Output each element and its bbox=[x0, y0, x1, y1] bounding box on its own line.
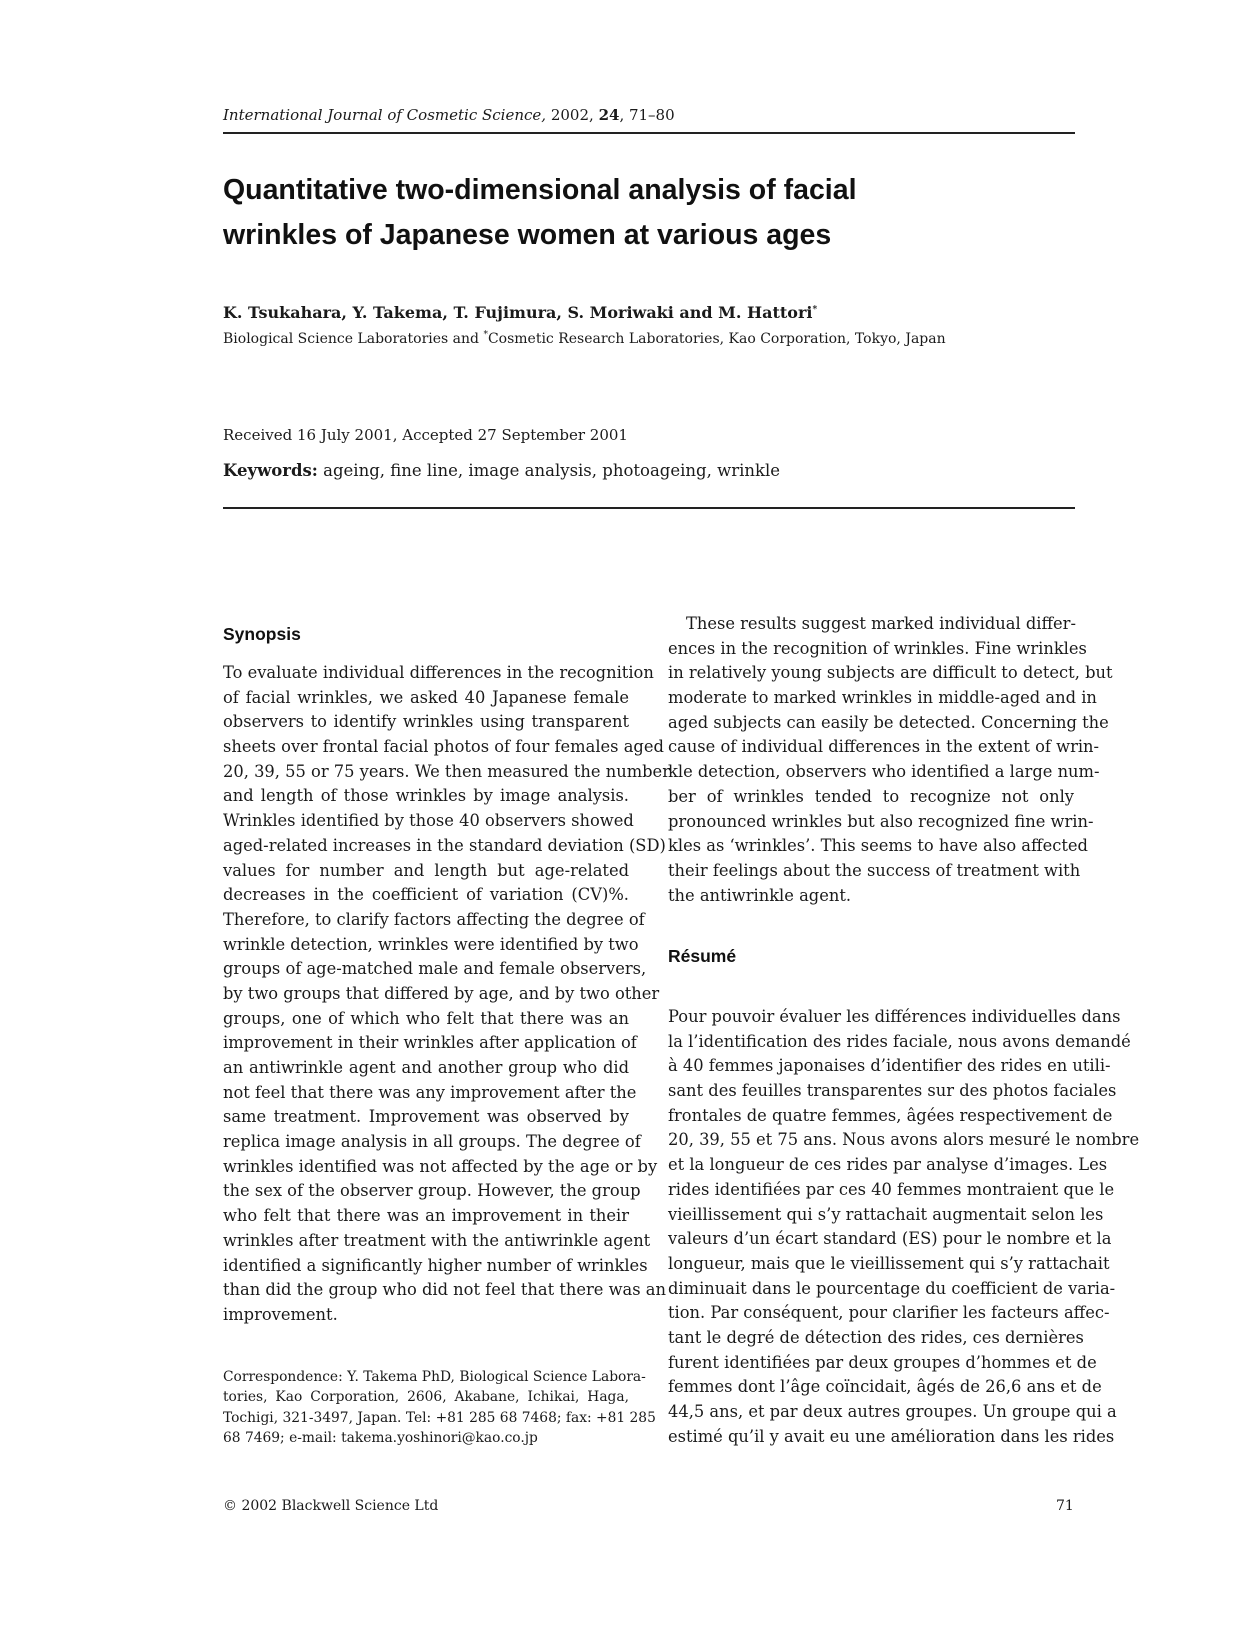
keywords-label: Keywords: bbox=[223, 461, 318, 480]
text-line: sheets over frontal facial photos of four females aged bbox=[223, 737, 664, 757]
text-line: 20, 39, 55 or 75 years. We then measured the number bbox=[223, 761, 670, 781]
journal-name: International Journal of Cosmetic Science, bbox=[223, 106, 547, 124]
text-line: an antiwrinkle agent and another group who did bbox=[223, 1058, 629, 1077]
text-line: wrinkles after treatment with the antiwrinkle agent bbox=[223, 1230, 651, 1250]
text-line: Wrinkles identified by those 40 observers showed bbox=[223, 811, 634, 831]
text-line: moderate to marked wrinkles in middle-aged and in bbox=[668, 688, 1097, 708]
text-line: Pour pouvoir évaluer les différences individuelles dans bbox=[668, 1007, 1121, 1026]
text-line: by two groups that differed by age, and by two other bbox=[223, 983, 660, 1003]
journal-volume: 24 bbox=[598, 106, 620, 124]
title-line: wrinkles of Japanese women at various ages bbox=[223, 219, 832, 251]
affiliation-part-1: Biological Science Laboratories and bbox=[223, 331, 484, 347]
text-line: Tochigi, 321-3497, Japan. Tel: +81 285 68 7468; fax: +81 285 bbox=[223, 1409, 656, 1426]
author-footnote-mark: * bbox=[812, 305, 818, 315]
resume-heading: Résumé bbox=[668, 946, 737, 966]
header-rule bbox=[223, 132, 1075, 134]
copyright: © 2002 Blackwell Science Ltd bbox=[223, 1498, 439, 1514]
text-line: of facial wrinkles, we asked 40 Japanese female bbox=[223, 687, 629, 707]
text-line: Correspondence: Y. Takema PhD, Biological Science Labora- bbox=[223, 1369, 646, 1385]
text-line: à 40 femmes japonaises d’identifier des rides en utili- bbox=[668, 1056, 1111, 1076]
text-line: aged-related increases in the standard deviation (SD) bbox=[223, 835, 666, 855]
journal-year: 2002, bbox=[550, 106, 594, 124]
text-line: longueur, mais que le vieillissement qui s’y rattachait bbox=[668, 1253, 1110, 1273]
text-line: pronounced wrinkles but also recognized fine wrin- bbox=[668, 811, 1094, 831]
text-line: identified a significantly higher number of wrinkles bbox=[223, 1255, 648, 1275]
text-line: not feel that there was any improvement after the bbox=[223, 1082, 637, 1102]
affiliation-footnote-mark: * bbox=[483, 330, 488, 340]
text-line: than did the group who did not feel that there was an bbox=[223, 1280, 666, 1300]
text-line: et la longueur de ces rides par analyse d’images. Les bbox=[668, 1155, 1108, 1175]
text-line: the antiwrinkle agent. bbox=[668, 885, 852, 905]
text-line: These results suggest marked individual differ- bbox=[686, 614, 1076, 633]
text-line: and length of those wrinkles by image analysis. bbox=[223, 786, 629, 806]
text-line: estimé qu’il y avait eu une amélioration dans les rides bbox=[668, 1426, 1115, 1446]
text-line: ences in the recognition of wrinkles. Fine wrinkles bbox=[668, 638, 1087, 658]
text-line: wrinkle detection, wrinkles were identified by two bbox=[223, 934, 639, 954]
text-line: 20, 39, 55 et 75 ans. Nous avons alors mesuré le nombre bbox=[668, 1130, 1140, 1150]
text-line: rides identifiées par ces 40 femmes montraient que le bbox=[668, 1179, 1115, 1199]
text-line: Therefore, to clarify factors affecting the degree of bbox=[223, 909, 645, 929]
text-line: kle detection, observers who identified a large num- bbox=[668, 762, 1100, 782]
text-line: la l’identification des rides faciale, nous avons demandé bbox=[668, 1031, 1131, 1051]
affiliation-part-2: Cosmetic Research Laboratories, Kao Corporation, Tokyo, Japan bbox=[487, 331, 946, 347]
title-line: Quantitative two-dimensional analysis of facial bbox=[223, 174, 857, 206]
text-line: femmes dont l’âge coïncidait, âgés de 26,6 ans et de bbox=[668, 1377, 1102, 1397]
text-line: their feelings about the success of treatment with bbox=[668, 860, 1081, 880]
text-line: improvement. bbox=[223, 1304, 338, 1324]
text-line: tories, Kao Corporation, 2606, Akabane, Ichikai, Haga, bbox=[223, 1389, 629, 1406]
article-title bbox=[223, 168, 1083, 258]
text-line: replica image analysis in all groups. The degree of bbox=[223, 1132, 641, 1152]
text-line: valeurs d’un écart standard (ES) pour le nombre et la bbox=[668, 1229, 1112, 1249]
text-line: 68 7469; e-mail: takema.yoshinori@kao.co.jp bbox=[223, 1430, 538, 1447]
text-line: tion. Par conséquent, pour clarifier les facteurs affec- bbox=[668, 1303, 1110, 1323]
text-line: frontales de quatre femmes, âgées respectivement de bbox=[668, 1105, 1113, 1125]
text-line: diminuait dans le pourcentage du coefficient de varia- bbox=[668, 1278, 1116, 1298]
resume-body bbox=[668, 1005, 1140, 1449]
affiliation bbox=[223, 331, 946, 347]
author-list bbox=[223, 303, 817, 322]
text-line: decreases in the coefficient of variation (CV)%. bbox=[223, 885, 629, 905]
text-line: cause of individual differences in the extent of wrin- bbox=[668, 737, 1100, 757]
correspondence bbox=[223, 1367, 656, 1449]
text-line: vieillissement qui s’y rattachait augmentait selon les bbox=[668, 1204, 1104, 1224]
text-line: 44,5 ans, et par deux autres groupes. Un groupe qui a bbox=[668, 1402, 1117, 1421]
text-line: kles as ‘wrinkles’. This seems to have also affected bbox=[668, 836, 1088, 856]
journal-pages: , 71–80 bbox=[619, 106, 675, 124]
author-names: K. Tsukahara, Y. Takema, T. Fujimura, S. Moriwaki and M. Hattori bbox=[223, 303, 813, 322]
text-line: sant des feuilles transparentes sur des photos faciales bbox=[668, 1081, 1117, 1101]
text-line: aged subjects can easily be detected. Concerning the bbox=[668, 712, 1109, 732]
text-line: groups of age-matched male and female observers, bbox=[223, 959, 647, 979]
received-dates: Received 16 July 2001, Accepted 27 September 2001 bbox=[223, 426, 628, 444]
synopsis-continuation bbox=[668, 612, 1113, 908]
text-line: values for number and length but age-related bbox=[223, 860, 629, 880]
text-line: wrinkles identified was not affected by the age or by bbox=[223, 1156, 658, 1176]
text-line: To evaluate individual differences in the recognition bbox=[223, 663, 654, 682]
synopsis-body bbox=[223, 661, 670, 1328]
text-line: in relatively young subjects are difficult to detect, but bbox=[668, 663, 1113, 683]
text-line: the sex of the observer group. However, the group bbox=[223, 1181, 641, 1201]
text-line: groups, one of which who felt that there was an bbox=[223, 1008, 629, 1028]
keywords bbox=[223, 461, 780, 480]
text-line: improvement in their wrinkles after application of bbox=[223, 1033, 637, 1053]
journal-citation bbox=[223, 106, 675, 124]
synopsis-heading: Synopsis bbox=[223, 624, 301, 644]
text-line: observers to identify wrinkles using transparent bbox=[223, 712, 629, 732]
text-line: tant le degré de détection des rides, ces dernières bbox=[668, 1327, 1084, 1347]
text-line: same treatment. Improvement was observed by bbox=[223, 1107, 629, 1127]
section-rule bbox=[223, 507, 1075, 509]
text-line: furent identifiées par deux groupes d’hommes et de bbox=[668, 1352, 1097, 1372]
text-line: ber of wrinkles tended to recognize not only bbox=[668, 786, 1074, 806]
page-number: 71 bbox=[1056, 1498, 1074, 1514]
keywords-text: ageing, fine line, image analysis, photoageing, wrinkle bbox=[317, 461, 781, 480]
text-line: who felt that there was an improvement in their bbox=[223, 1206, 629, 1226]
